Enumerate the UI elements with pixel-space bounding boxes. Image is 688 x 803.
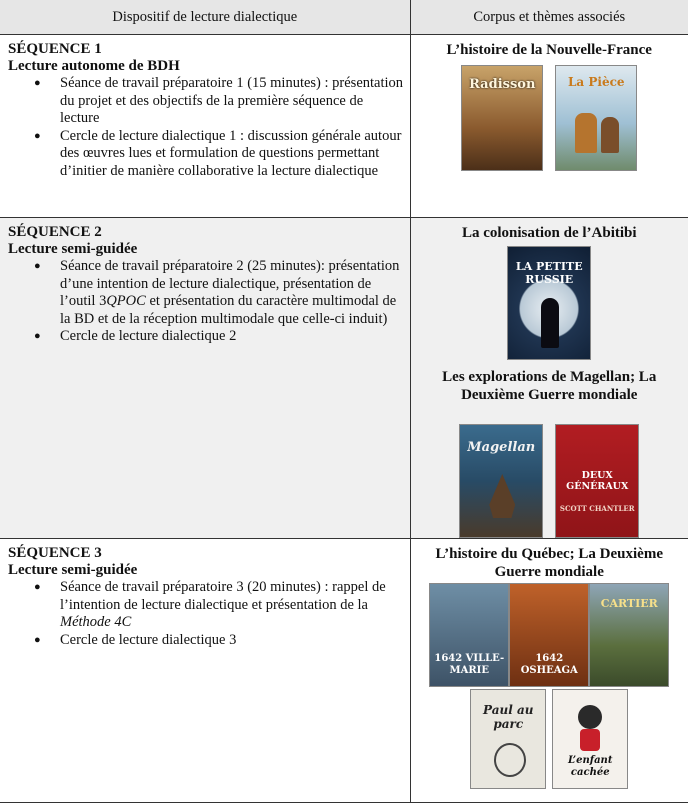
sequence-title: SÉQUENCE 3 (8, 545, 102, 561)
bullet-icon: ● (34, 129, 41, 142)
cover-group (415, 689, 685, 789)
cover-paul-au-parc: Paul au parc (470, 689, 546, 789)
sequence-list (8, 258, 404, 346)
cover-deux-generaux: DEUX GÉNÉRAUX SCOTT CHANTLER (555, 424, 639, 538)
header-col-dispositif: Dispositif de lecture dialectique (0, 0, 410, 35)
list-item: ● Séance de travail préparatoire 2 (25 minutes): présentation d’une intention de lecture dialectique, présentation de l’outil 3QPOC et présentation du caractère multimodal de la BD et de la réception multimodale que celle-ci induit) (34, 258, 400, 327)
bullet-icon: ● (34, 260, 41, 272)
cover-lapiece: La Pièce (555, 65, 637, 171)
bullet-icon: ● (34, 330, 41, 342)
cover-cartier: CARTIER (589, 583, 669, 687)
cover-radisson: Radisson (461, 65, 543, 171)
cover-enfant-cachee: L’enfant cachée (552, 689, 628, 789)
theme-title: Les explorations de Magellan; La Deuxième Guerre mondiale (442, 369, 657, 403)
bullet-icon: ● (34, 633, 41, 646)
sequence-1-cell (0, 35, 410, 218)
table-row (0, 35, 688, 218)
corpus-3-cell (410, 539, 688, 803)
list-item: ● Séance de travail préparatoire 1 (15 minutes) : présentation du projet et des objectifs de la première séquence de lecture (34, 75, 404, 126)
table-header (0, 0, 688, 35)
header-col-corpus: Corpus et thèmes associés (410, 0, 688, 35)
sequence-list (8, 579, 404, 649)
sequence-title: SÉQUENCE 2 (8, 224, 102, 240)
list-item: ● Séance de travail préparatoire 3 (20 minutes) : rappel de l’intention de lecture dialectique et présentation de la Méthode 4C (34, 579, 386, 630)
sequence-3-cell (0, 539, 410, 803)
cover-group (415, 246, 685, 360)
cover-group (415, 65, 685, 171)
cover-group (415, 583, 685, 687)
cover-ville-marie: 1642 VILLE-MARIE (429, 583, 509, 687)
corpus-1-cell (410, 35, 688, 218)
cover-magellan: Magellan (459, 424, 543, 538)
sequence-subtitle: Lecture semi-guidée (8, 241, 138, 257)
list-item: ● Cercle de lecture dialectique 3 (34, 631, 237, 648)
table-row (0, 218, 688, 539)
list-item: ● Cercle de lecture dialectique 1 : discussion générale autour des œuvres lues et formulation de questions permettant d’initier de manière collaborative la lecture dialectique (34, 127, 402, 179)
sequence-title: SÉQUENCE 1 (8, 41, 102, 57)
sequence-2-cell (0, 218, 410, 539)
bullet-icon: ● (34, 77, 41, 89)
theme-title: La colonisation de l’Abitibi (461, 225, 637, 241)
table-row (0, 539, 688, 803)
sequence-list (8, 75, 404, 180)
list-item: ● Cercle de lecture dialectique 2 (34, 328, 237, 344)
cover-group (415, 424, 685, 538)
theme-title: L’histoire de la Nouvelle-France (446, 42, 652, 58)
bullet-icon: ● (34, 581, 41, 593)
theme-title: L’histoire du Québec; La Deuxième Guerre mondiale (435, 546, 663, 580)
sequence-subtitle: Lecture semi-guidée (8, 562, 138, 578)
cover-petite-russie: LA PETITE RUSSIE (507, 246, 591, 360)
sequence-subtitle: Lecture autonome de BDH (8, 58, 180, 74)
cover-osheaga: 1642 OSHEAGA (509, 583, 589, 687)
corpus-2-cell (410, 218, 688, 539)
